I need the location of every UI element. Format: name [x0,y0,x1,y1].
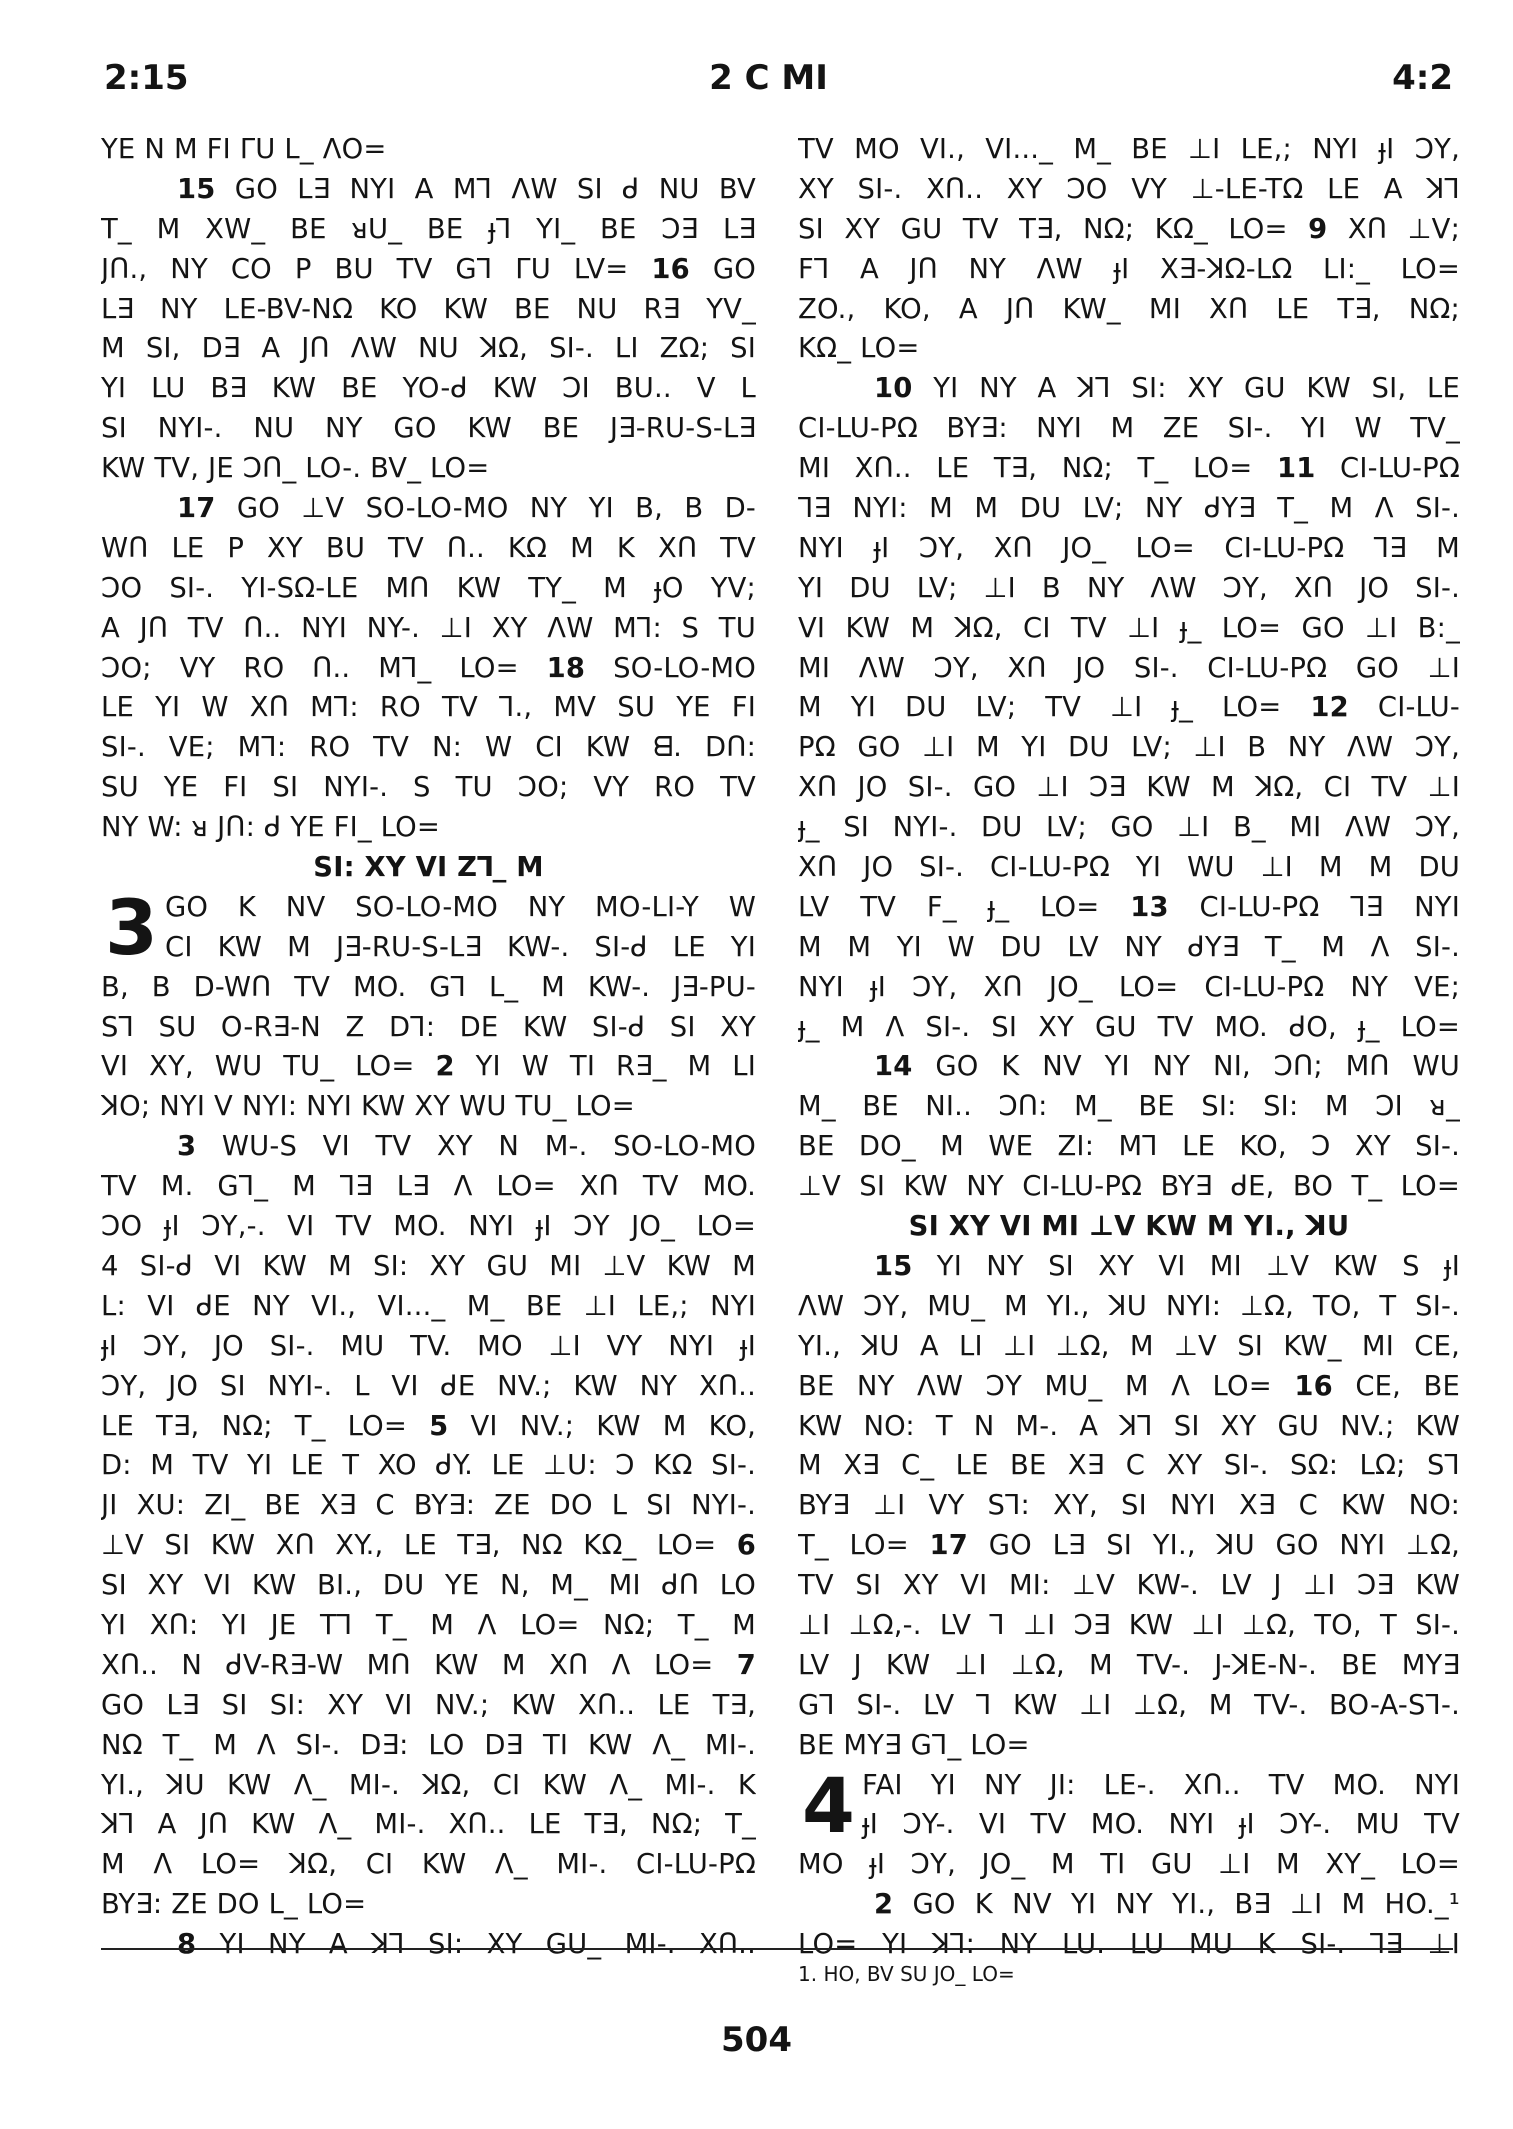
text-line: S⅂ SU O-R∃-N Z D⅂: DE KW SI-ᑯ SI XY [101,1011,756,1043]
text-line: LV J KW ⊥I ⊥Ω, M TV-. J-ꓘE-N-. BE MY∃ [798,1649,1460,1681]
page-number: 504 [721,2020,792,2060]
text-line: T_ LO= 17 GO L∃ SI YI., ꓘU GO NYI ⊥Ω, [798,1530,1460,1562]
text-line: ϽO SI-. YI-SΩ-LE MՈ KW TY_ M ɟO YV; [101,572,756,604]
text-line: XՈ JO SI-. CI-LU-PΩ YI WU ⊥I M M DU [798,852,1460,884]
paragraph-last-line: ꓘO; NYI V NYI: NYI KW XY WU TU_ LO= [101,1091,635,1123]
text-line: YI., ꓘU A LI ⊥I ⊥Ω, M ⊥V SI KW_ MI CE, [798,1330,1460,1362]
text-line: XՈ.. N ᑯV-R∃-W MՈ KW M XՈ Λ LO= 7 [101,1649,756,1681]
text-line: ⊥V SI KW XՈ XY., LE T∃, NΩ KΩ_ LO= 6 [101,1530,756,1562]
verse-number: 16 [651,253,690,285]
text-line: NYI ɟI ϽY, XՈ JO_ LO= CI-LU-PΩ ⅂∃ M [798,532,1460,564]
text-line: G⅂ SI-. LV ⅂ KW ⊥I ⊥Ω, M TV-. BO-A-S⅂-. [798,1689,1460,1721]
verse-number: 12 [1310,692,1349,724]
text-line: ϽY, JO SI NYI-. L VI ᑯE NV.; KW NY XՈ.. [101,1370,756,1402]
text-line: NYI ɟI ϽY, XՈ JO_ LO= CI-LU-PΩ NY VE; [798,971,1460,1003]
text-line: YI LU B∃ KW BE YO-ᑯ KW ϽI BU.. V L [101,373,756,405]
text-line: VI KW M ꓘΩ, CI TV ⊥I ɟ_ LO= GO ⊥I B:_ [798,612,1460,644]
text-line: SI-. VE; M⅂: RO TV N: W CI KW ᗺ. DՈ: [101,732,756,764]
text-line: ϽO ɟI ϽY,-. VI TV MO. NYI ɟI ϽY JO_ LO= [101,1211,756,1243]
verse-number: 6 [736,1530,756,1562]
left-text-column [101,130,756,1965]
chapter-number: 3 [105,882,159,972]
text-line: M M YI W DU LV NY ᑯY∃ T_ M Λ SI-. [798,931,1460,963]
verse-start-line: 3 WU-S VI TV XY N M-. SO-LO-MO [177,1131,756,1163]
verse-number: 13 [1130,891,1169,923]
text-line: 4 SI-ᑯ VI KW M SI: XY GU MI ⊥V KW M [101,1250,756,1282]
text-line: ꓘ⅂ A JՈ KW Λ_ MI-. XՈ.. LE T∃, NΩ; T_ [101,1809,756,1841]
text-line: D: M TV YI LE T XO ᑯY. LE ⊥U: Ͻ KΩ SI-. [101,1450,756,1482]
paragraph-last-line: KW TV, JE ϽՈ_ LO-. BV_ LO= [101,453,490,485]
text-line: M_ BE NI.. ϽՈ: M_ BE SI: SI: M ϽI ᴚ_ [798,1091,1460,1123]
paragraph-last-line: BY∃: ZE DO L_ LO= [101,1889,367,1921]
text-line: M X∃ C_ LE BE X∃ C XY SI-. SΩ: LΩ; S⅂ [798,1450,1460,1482]
verse-number: 8 [177,1929,197,1961]
paragraph-last-line: NY W: ᴚ JՈ: ᑯ YE FI_ LO= [101,812,441,844]
verse-number: 10 [874,373,913,405]
text-line: KW NO: T N M-. A ꓘ⅂ SI XY GU NV.; KW [798,1410,1460,1442]
paragraph-last-line: YE N M FI ΓU L_ ΛO= [101,134,387,165]
text-line: F⅂ A JՈ NY ΛW ɟI X∃-ꓘΩ-LΩ LI:_ LO= [798,253,1460,285]
text-line: M SI, D∃ A JՈ ΛW NU ꓘΩ, SI-. LI ZΩ; SI [101,333,756,365]
text-line: ΛW ϽY, MU_ M YI., ꓘU NYI: ⊥Ω, TO, T SI-. [798,1290,1460,1322]
text-line: LE T∃, NΩ; T_ LO= 5 VI NV.; KW M KO, [101,1410,756,1442]
text-line: SI XY VI KW BI., DU YE N, M_ MI ᑯՈ LO [101,1570,756,1602]
chapter-opening-line: CI KW M J∃-RU-S-L∃ KW-. SI-ᑯ LE YI [165,931,756,963]
verse-number: 7 [736,1649,756,1681]
text-line: TV MO VI., VI..._ M_ BE ⊥I LE,; NYI ɟI ϽY, [798,134,1460,165]
text-line: PΩ GO ⊥I M YI DU LV; ⊥I B NY ΛW ϽY, [798,732,1460,764]
text-line: LV TV F_ ɟ_ LO= 13 CI-LU-PΩ ⅂∃ NYI [798,891,1460,923]
chapter-opening-line: GO K NV SO-LO-MO NY MO-LI-Y W [165,891,756,923]
chapter-opening-line: ɟI ϽY-. VI TV MO. NYI ɟI ϽY-. MU TV [862,1809,1460,1841]
text-line: MI XՈ.. LE T∃, NΩ; T_ LO= 11 CI-LU-PΩ [798,453,1460,485]
text-line: LO= YI ꓘ⅂: NY LU. LU MU K SI-. ⅂∃ ⊥I [798,1929,1460,1961]
text-line: L∃ NY LE-BV-NΩ KO KW BE NU R∃ YV_ [101,293,756,325]
text-line: YI DU LV; ⊥I B NY ΛW ϽY, XՈ JO SI-. [798,572,1460,604]
verse-start-line: 15 GO L∃ NYI A M⅂ ΛW SI ᑯ NU BV [177,173,756,205]
verse-number: 16 [1294,1370,1333,1402]
text-line: MI ΛW ϽY, XՈ JO SI-. CI-LU-PΩ GO ⊥I [798,652,1460,684]
verse-number: 9 [1308,213,1328,245]
text-line: BY∃ ⊥I VY S⅂: XY, SI NYI X∃ C KW NO: [798,1490,1460,1522]
text-line: ɟI ϽY, JO SI-. MU TV. MO ⊥I VY NYI ɟI [101,1330,756,1362]
text-line: ⊥I ⊥Ω,-. LV ⅂ ⊥I Ͻ∃ KW ⊥I ⊥Ω, TO, T SI-. [798,1609,1460,1641]
text-line: M Λ LO= ꓘΩ, CI KW Λ_ MI-. CI-LU-PΩ [101,1849,756,1881]
verse-number: 3 [177,1131,197,1163]
section-heading: SI XY VI MI ⊥V KW M YI., ꓘU [908,1211,1350,1243]
text-line: XY SI-. XՈ.. XY ϽO VY ⊥-LE-TΩ LE A ꓘ⅂ [798,173,1460,205]
text-line: L: VI ᑯE NY VI., VI..._ M_ BE ⊥I LE,; NYI [101,1290,756,1322]
text-line: WՈ LE P XY BU TV Ո.. KΩ M K XՈ TV [101,532,756,564]
text-line: BE NY ΛW ϽY MU_ M Λ LO= 16 CE, BE [798,1370,1460,1402]
chapter-opening-line: FAI YI NY JI: LE-. XՈ.. TV MO. NYI [862,1769,1460,1801]
text-line: SI NYI-. NU NY GO KW BE J∃-RU-S-L∃ [101,413,756,445]
text-line: ɟ_ M Λ SI-. SI XY GU TV MO. ᑯO, ɟ_ LO= [798,1011,1460,1043]
text-line: ZO., KO, A JՈ KW_ MI XՈ LE T∃, NΩ; [798,293,1460,325]
text-line: ⊥V SI KW NY CI-LU-PΩ BY∃ ᑯE, BO T_ LO= [798,1171,1460,1203]
verse-number: 18 [546,652,586,684]
footnote-divider [101,1948,1453,1950]
verse-start-line: 2 GO K NV YI NY YI., B∃ ⊥I M HO._¹ [874,1889,1460,1921]
text-line: NΩ T_ M Λ SI-. D∃: LO D∃ TI KW Λ_ MI-. [101,1729,756,1761]
verse-number: 15 [874,1250,913,1282]
verse-start-line: 8 YI NY A ꓘ⅂ SI: XY GU_ MI-. XՈ.. [177,1929,756,1961]
text-line: VI XY, WU TU_ LO= 2 YI W TI R∃_ M LI [101,1051,756,1083]
text-line: M YI DU LV; TV ⊥I ɟ_ LO= 12 CI-LU- [798,692,1460,724]
verse-start-line: 10 YI NY A ꓘ⅂ SI: XY GU KW SI, LE [874,373,1460,405]
verse-number: 5 [429,1410,449,1442]
verse-number: 2 [874,1889,894,1921]
verse-start-line: 17 GO ⊥V SO-LO-MO NY YI B, B D- [177,493,756,525]
text-line: T_ M XW_ BE ᴚU_ BE ɟ⅂ YI_ BE Ͻ∃ L∃ [101,213,756,245]
running-header [104,58,1453,108]
verse-number: 2 [435,1051,455,1083]
text-line: LE YI W XՈ M⅂: RO TV ⅂., MV SU YE FI [101,692,756,724]
right-text-column [798,130,1460,1965]
verse-number: 17 [929,1530,969,1562]
verse-start-line: 15 YI NY SI XY VI MI ⊥V KW S ɟI [874,1250,1460,1282]
text-line: SU YE FI SI NYI-. S TU ϽO; VY RO TV [101,772,756,804]
text-line: JՈ., NY CO P BU TV G⅂ ΓU LV= 16 GO [101,253,756,285]
text-line: YI XՈ: YI JE T⅂ T_ M Λ LO= NΩ; T_ M [101,1609,756,1641]
verse-number: 17 [177,493,216,525]
text-line: SI XY GU TV T∃, NΩ; KΩ_ LO= 9 XՈ ⊥V; [798,213,1460,245]
text-line: TV SI XY VI MI: ⊥V KW-. LV J ⊥I Ͻ∃ KW [798,1570,1460,1602]
text-line: XՈ JO SI-. GO ⊥I Ͻ∃ KW M ꓘΩ, CI TV ⊥I [798,772,1460,804]
paragraph-last-line: BE MY∃ G⅂_ LO= [798,1729,1030,1761]
header-chapter-start: 2:15 [104,58,189,98]
section-heading: SI: XY VI Z⅂_ M [313,852,544,884]
text-line: BE DO_ M WE ZI: M⅂ LE KO, Ͻ XY SI-. [798,1131,1460,1163]
header-chapter-end: 4:2 [1392,58,1453,98]
text-line: ϽO; VY RO Ո.. M⅂_ LO= 18 SO-LO-MO [101,652,756,684]
verse-number: 14 [874,1051,913,1083]
text-line: GO L∃ SI SI: XY VI NV.; KW XՈ.. LE T∃, [101,1689,756,1721]
chapter-number: 4 [802,1760,856,1850]
text-line: ⅂∃ NYI: M M DU LV; NY ᑯY∃ T_ M Λ SI-. [798,493,1460,525]
text-line: B, B D-WՈ TV MO. G⅂ L_ M KW-. J∃-PU- [101,971,756,1003]
text-line: TV M. G⅂_ M ⅂∃ L∃ Λ LO= XՈ TV MO. [101,1171,756,1203]
header-book-title: 2 C MI [709,58,828,98]
text-line: JI XU: ZI_ BE X∃ C BY∃: ZE DO L SI NYI-. [101,1490,756,1522]
text-line: YI., ꓘU KW Λ_ MI-. ꓘΩ, CI KW Λ_ MI-. K [101,1769,756,1801]
verse-number: 15 [177,173,216,205]
text-line: CI-LU-PΩ BY∃: NYI M ZE SI-. YI W TV_ [798,413,1460,445]
verse-start-line: 14 GO K NV YI NY NI, ϽՈ; MՈ WU [874,1051,1460,1083]
text-line: MO ɟI ϽY, JO_ M TI GU ⊥I M XY_ LO= [798,1849,1460,1881]
paragraph-last-line: KΩ_ LO= [798,333,920,365]
verse-number: 11 [1276,453,1316,485]
footnote: 1. HO, BV SU JO_ LO= [798,1962,1015,1986]
text-line: ɟ_ SI NYI-. DU LV; GO ⊥I B_ MI ΛW ϽY, [798,812,1460,844]
text-line: A JՈ TV Ո.. NYI NY-. ⊥I XY ΛW M⅂: S TU [101,612,756,644]
